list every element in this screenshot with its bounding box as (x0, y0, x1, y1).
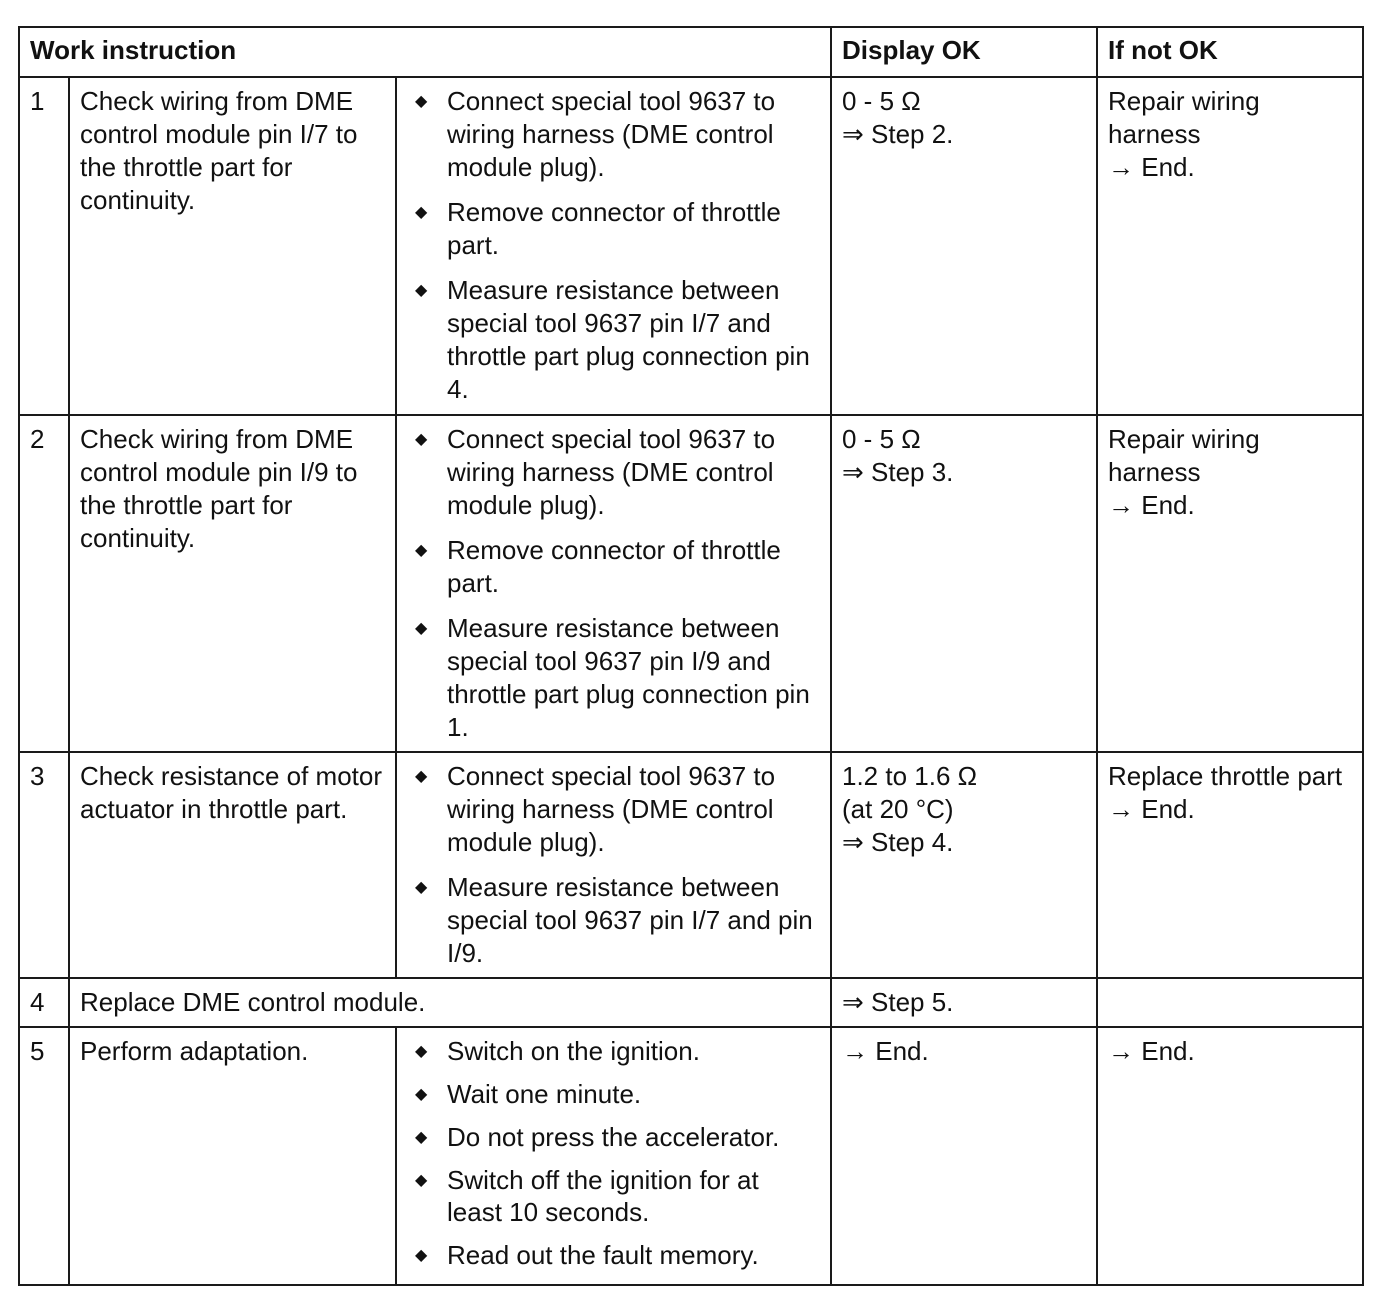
bullet-diamond-icon: ◆ (415, 282, 428, 299)
table-row (19, 77, 1363, 415)
instruction-text: Replace DME control module. (69, 978, 831, 1027)
bullet-diamond-icon: ◆ (415, 1172, 428, 1189)
bullet-diamond-icon: ◆ (415, 1247, 428, 1264)
action-item: ◆ Measure resistance between special tool 9637 pin I/7 and pin I/9. (415, 872, 813, 968)
remedy-text: Repair wiring harness (1108, 86, 1260, 149)
header-row (19, 27, 1363, 77)
table-row (19, 978, 1363, 1027)
actions-cell (396, 77, 831, 415)
remedy-text: Repair wiring harness (1108, 424, 1260, 487)
display-ok-value: 0 - 5 Ω (842, 424, 921, 454)
step-number: 1 (19, 77, 69, 415)
remedy-next: → End. (1108, 152, 1195, 182)
action-item: ◆ Remove connector of throttle part. (415, 197, 781, 260)
next-step: ⇒ Step 4. (842, 827, 954, 857)
action-item: ◆ Remove connector of throttle part. (415, 535, 781, 598)
bullet-diamond-icon: ◆ (415, 1086, 428, 1103)
remedy-next: → End. (1108, 490, 1195, 520)
bullet-diamond-icon: ◆ (415, 542, 428, 559)
remedy-next: → End. (1108, 794, 1195, 824)
action-item: ◆ Switch off the ignition for at least 10 seconds. (415, 1165, 759, 1227)
remedy-next: → End. (1108, 1036, 1195, 1066)
next-step: → End. (842, 1036, 929, 1066)
instruction-text: Check wiring from DME control module pin I/9 to the throttle part for continuity. (69, 415, 396, 752)
bullet-diamond-icon: ◆ (415, 768, 428, 785)
bullet-diamond-icon: ◆ (415, 93, 428, 110)
bullet-diamond-icon: ◆ (415, 204, 428, 221)
action-item: ◆ Do not press the accelerator. (415, 1122, 780, 1152)
if-not-ok-cell (1097, 1027, 1363, 1285)
display-ok-value: 0 - 5 Ω (842, 86, 921, 116)
actions-cell (396, 1027, 831, 1285)
remedy-text: Replace throttle part (1108, 761, 1343, 791)
bullet-diamond-icon: ◆ (415, 879, 428, 896)
action-item: ◆ Connect special tool 9637 to wiring harness (DME control module plug). (415, 424, 776, 520)
step-number: 5 (19, 1027, 69, 1285)
next-step: ⇒ Step 3. (842, 457, 954, 487)
work-instruction-table (18, 26, 1364, 1286)
header-display-ok: Display OK (831, 27, 1097, 77)
display-ok-cell (831, 752, 1097, 978)
work-instruction-page (18, 26, 1362, 1286)
table-row (19, 752, 1363, 978)
if-not-ok-cell (1097, 415, 1363, 752)
step-number: 2 (19, 415, 69, 752)
next-step: ⇒ Step 2. (842, 119, 954, 149)
bullet-diamond-icon: ◆ (415, 1043, 428, 1060)
action-item: ◆ Switch on the ignition. (415, 1036, 700, 1066)
table-row (19, 415, 1363, 752)
display-ok-value: 1.2 to 1.6 Ω (842, 761, 978, 791)
step-number: 4 (19, 978, 69, 1027)
display-ok-cell (831, 415, 1097, 752)
instruction-text: Check resistance of motor actuator in throttle part. (69, 752, 396, 978)
instruction-text: Check wiring from DME control module pin I/7 to the throttle part for continuity. (69, 77, 396, 415)
table-row (19, 1027, 1363, 1285)
actions-cell (396, 415, 831, 752)
display-ok-cell (831, 978, 1097, 1027)
display-ok-cell (831, 77, 1097, 415)
instruction-text: Perform adaptation. (69, 1027, 396, 1285)
bullet-diamond-icon: ◆ (415, 620, 428, 637)
display-ok-cell (831, 1027, 1097, 1285)
next-step: ⇒ Step 5. (842, 987, 954, 1017)
action-item: ◆ Connect special tool 9637 to wiring harness (DME control module plug). (415, 761, 776, 857)
action-item: ◆ Measure resistance between special tool 9637 pin I/7 and throttle part plug connection pin 4. (415, 275, 810, 404)
action-item: ◆ Measure resistance between special tool 9637 pin I/9 and throttle part plug connection pin 1. (415, 613, 810, 742)
action-item: ◆ Wait one minute. (415, 1079, 642, 1109)
step-number: 3 (19, 752, 69, 978)
header-if-not-ok: If not OK (1097, 27, 1363, 77)
if-not-ok-cell (1097, 752, 1363, 978)
display-ok-condition: (at 20 °C) (842, 794, 954, 824)
if-not-ok-cell (1097, 77, 1363, 415)
action-item: ◆ Connect special tool 9637 to wiring harness (DME control module plug). (415, 86, 776, 182)
bullet-diamond-icon: ◆ (415, 1129, 428, 1146)
header-work-instruction: Work instruction (19, 27, 831, 77)
actions-cell (396, 752, 831, 978)
if-not-ok-cell (1097, 978, 1363, 1027)
bullet-diamond-icon: ◆ (415, 431, 428, 448)
action-item: ◆ Read out the fault memory. (415, 1240, 759, 1270)
